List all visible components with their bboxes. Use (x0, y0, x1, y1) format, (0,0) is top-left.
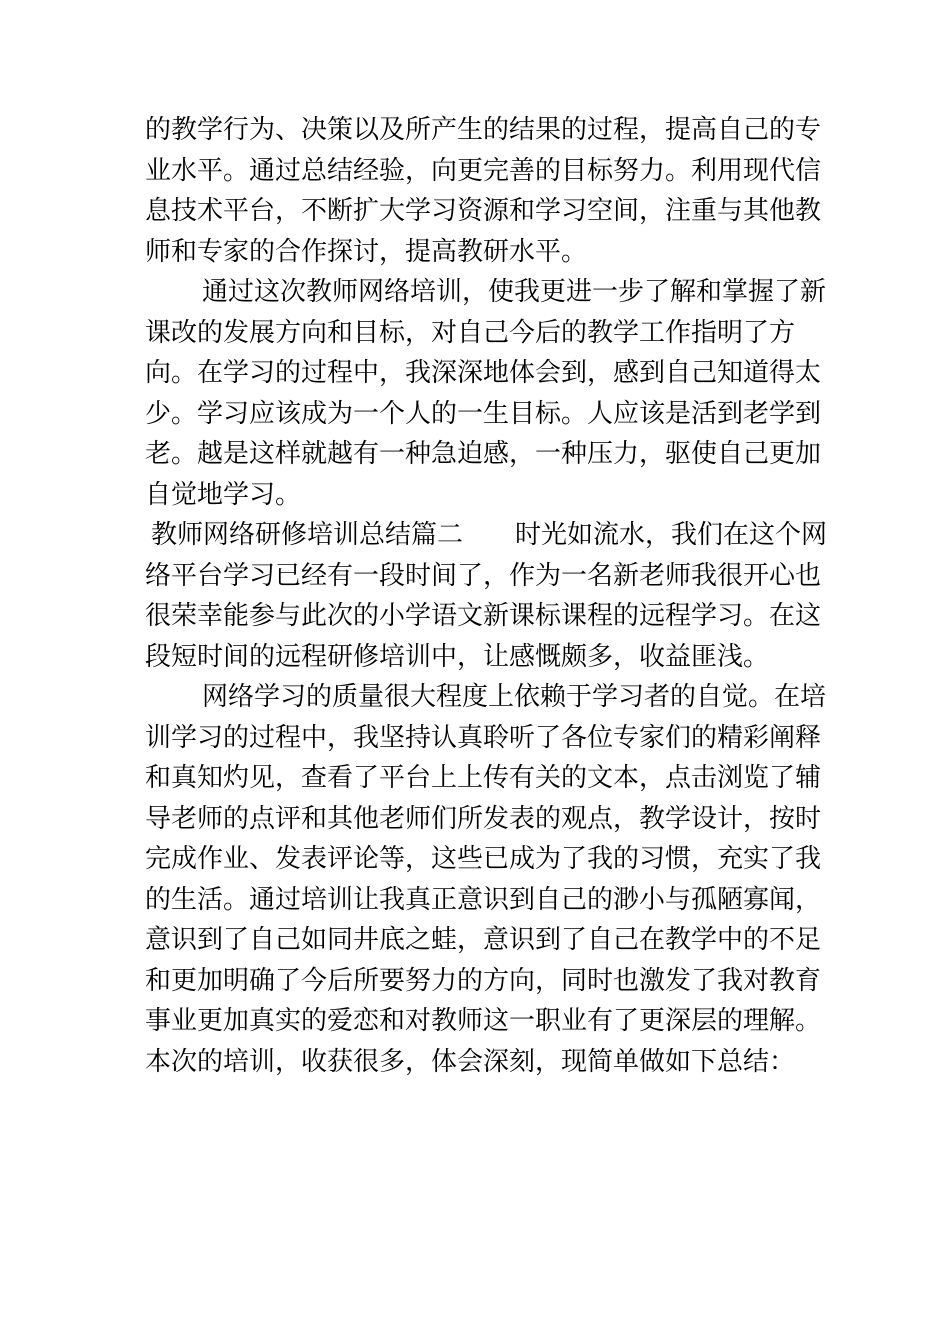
text-line: 的生活。通过培训让我真正意识到自己的渺小与孤陋寡闻， (145, 884, 822, 915)
text-line: 自觉地学习。 (145, 479, 302, 510)
text-line: 段短时间的远程研修培训中，让感慨颇多，收益匪浅。 (145, 641, 770, 672)
text-line: 训学习的过程中，我坚持认真聆听了各位专家们的精彩阐释 (145, 722, 822, 753)
text-line: 完成作业、发表评论等，这些已成为了我的习惯，充实了我 (145, 844, 822, 874)
text-line: 通过这次教师网络培训，使我更进一步了解和掌握了新 (202, 277, 827, 307)
text-line: 导老师的点评和其他老师们所发表的观点，教学设计，按时 (145, 803, 822, 834)
paragraph-3 (145, 515, 845, 677)
text-line: 络平台学习已经有一段时间了，作为一名新老师我很开心也 (145, 560, 822, 591)
text-line: 老。越是这样就越有一种急迫感，一种压力，驱使自己更加 (145, 439, 822, 469)
text-line: 和更加明确了今后所要努力的方向，同时也激发了我对教育 (145, 965, 822, 996)
paragraph-4 (145, 677, 845, 1082)
text-line: 的教学行为、决策以及所产生的结果的过程，提高自己的专 (145, 115, 822, 145)
text-line: 时光如流水，我们在这个网 (515, 520, 828, 550)
text-line: 网络学习的质量很大程度上依赖于学习者的自觉。在培 (202, 682, 827, 712)
text-line: 本次的培训，收获很多，体会深刻，现简单做如下总结： (145, 1046, 796, 1077)
text-line: 息技术平台，不断扩大学习资源和学习空间，注重与其他教 (145, 196, 822, 226)
text-line: 意识到了自己如同井底之蛙，意识到了自己在教学中的不足 (145, 925, 822, 955)
text-line: 向。在学习的过程中，我深深地体会到，感到自己知道得太 (145, 358, 822, 388)
section-heading: 教师网络研修培训总结篇二 (151, 520, 464, 550)
heading-line (145, 515, 845, 556)
document-body (145, 110, 845, 1082)
text-line: 事业更加真实的爱恋和对教师这一职业有了更深层的理解。 (145, 1006, 822, 1036)
paragraph-2 (145, 272, 845, 515)
text-line: 课改的发展方向和目标，对自己今后的教学工作指明了方 (145, 317, 796, 348)
text-line: 业水平。通过总结经验，向更完善的目标努力。利用现代信 (145, 155, 822, 186)
text-line: 师和专家的合作探讨，提高教研水平。 (145, 236, 588, 267)
text-line: 和真知灼见，查看了平台上上传有关的文本，点击浏览了辅 (145, 763, 822, 793)
text-line: 很荣幸能参与此次的小学语文新课标课程的远程学习。在这 (145, 601, 822, 631)
paragraph-1 (145, 110, 845, 272)
text-line: 少。学习应该成为一个人的一生目标。人应该是活到老学到 (145, 398, 822, 429)
